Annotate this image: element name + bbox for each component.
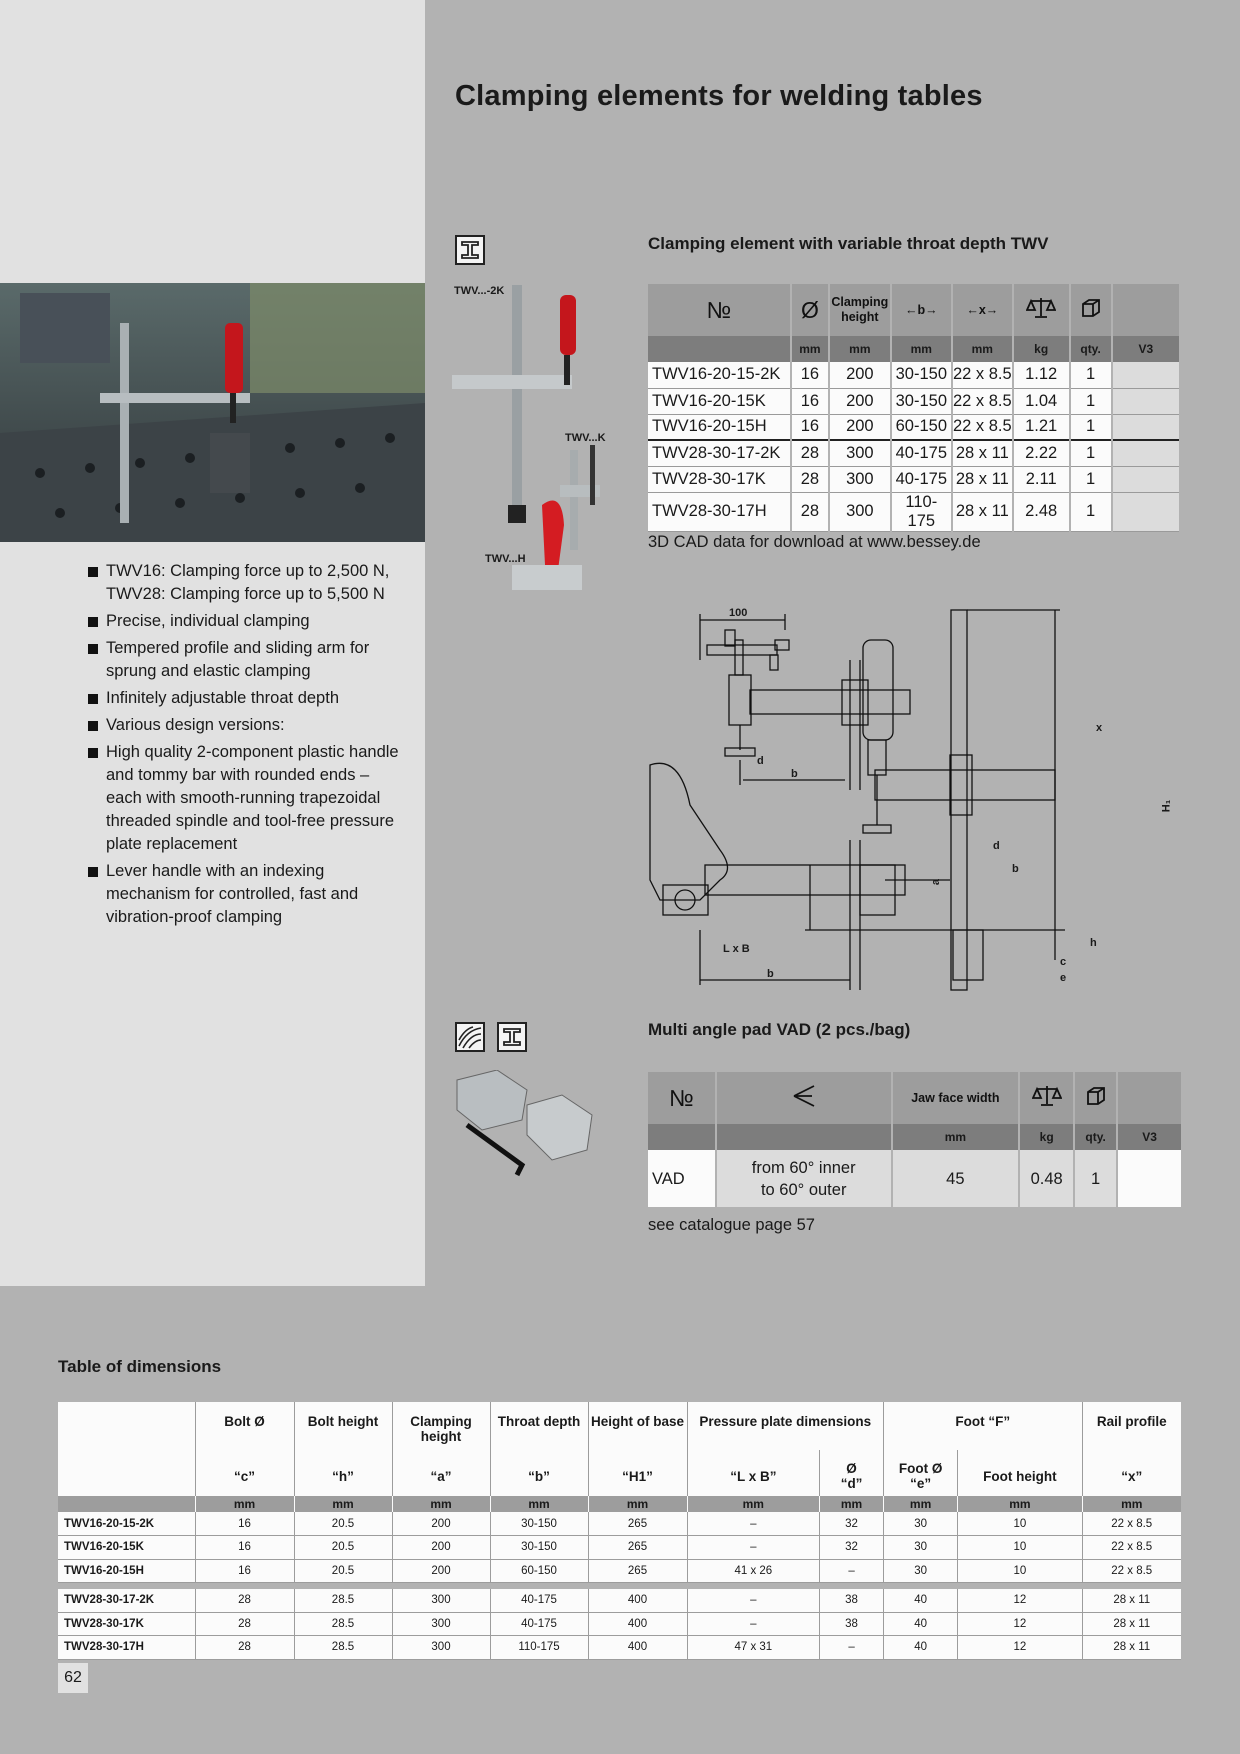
col-x: ←x→ (952, 284, 1013, 336)
dims-cell-h1: 400 (588, 1589, 687, 1613)
label-twv-k: TWV...K (565, 432, 606, 444)
dims-cell-b: 40-175 (490, 1589, 588, 1613)
technical-drawing (645, 600, 1185, 995)
dims-cell-d: – (820, 1559, 884, 1583)
twv-cell-kg: 2.11 (1013, 466, 1070, 492)
scale-icon (1032, 1084, 1062, 1108)
dims-cell-h: 20.5 (294, 1512, 392, 1536)
vad-qty: 1 (1074, 1150, 1117, 1207)
dims-cell-fh: 12 (958, 1612, 1082, 1636)
dims-cell-c: 16 (195, 1559, 294, 1583)
twv-cell-code: TWV16-20-15K (648, 388, 791, 414)
i-beam-icon (455, 235, 485, 265)
twv-cell-b: 40-175 (891, 440, 952, 466)
dimensions-row (58, 1589, 1181, 1613)
dims-cell-x: 22 x 8.5 (1082, 1536, 1181, 1560)
vad-col-weight (1019, 1072, 1074, 1124)
twv-cell-h: 200 (829, 414, 891, 440)
feature-item: TWV16: Clamping force up to 2,500 N, TWV28: Clamping force up to 5,500 N (88, 560, 408, 606)
dim-label-b: b (791, 768, 798, 780)
twv-cell-v3 (1112, 362, 1180, 388)
vad-product-table: № Jaw face width mm kg qty. V3 VAD from 60° inner to 60° outer 45 0.48 1 (648, 1072, 1183, 1207)
dim-label-h1: H₁ (1160, 799, 1173, 813)
twv-row (648, 414, 1180, 440)
dim-label-d: d (757, 755, 764, 767)
dimensions-row (58, 1559, 1181, 1583)
dims-cell-d: 32 (820, 1512, 884, 1536)
dims-cell-e: 30 (883, 1536, 957, 1560)
dims-cell-code: TWV28-30-17K (58, 1612, 195, 1636)
twv-cell-code: TWV16-20-15H (648, 414, 791, 440)
twv-cell-kg: 1.12 (1013, 362, 1070, 388)
twv-cell-qty: 1 (1070, 414, 1112, 440)
dims-cell-e: 30 (883, 1559, 957, 1583)
dims-cell-a: 200 (392, 1536, 490, 1560)
vad-angle: from 60° inner to 60° outer (716, 1150, 892, 1207)
vad-product-image (452, 1070, 602, 1180)
dims-cell-c: 16 (195, 1512, 294, 1536)
box-icon (1085, 1085, 1107, 1107)
vad-note: see catalogue page 57 (648, 1216, 815, 1234)
twv-cell-d: 28 (791, 466, 829, 492)
feature-item: Precise, individual clamping (88, 610, 408, 633)
dim-label-x: x (1096, 722, 1103, 734)
dims-cell-h: 20.5 (294, 1559, 392, 1583)
dimensions-table: Bolt Ø Bolt height Clamping height Throat depth Height of base Pressure plate dimensions Foot “F” Rail profile “c” “h” “a” “b” “H1” “L x B” Ø “d” Foot Ø “e” Foot height “x” mm mm mm mm mm mm mm mm mm mm TWV16-20-15-2K 16 20.5 200 30-150 265 – 32 30 10 22 x 8.5 TWV16-20-15K 16 20.5 200 30-150 265 – 32 30 10 22 x 8.5 TWV16-20-15H 16 20.5 200 60-150 265 41 x 26 – 30 10 22 x 8.5 TWV28-30-17-2K 28 28.5 300 40-175 400 – 38 40 12 28 x 11 TWV28-30-17K 28 28.5 300 40-175 400 – 38 40 12 28 x 11 TWV28-30-17H 28 28.5 300 110-175 400 47 x 31 – 40 12 28 x 11 (58, 1402, 1181, 1660)
dims-cell-lxb: – (687, 1536, 820, 1560)
twv-cell-code: TWV28-30-17K (648, 466, 791, 492)
label-twv-2k: TWV...-2K (454, 285, 505, 297)
feature-list (88, 560, 408, 933)
feature-item: Tempered profile and sliding arm for sprung and elastic clamping (88, 637, 408, 683)
scale-icon (1026, 296, 1056, 320)
twv-cell-code: TWV28-30-17-2K (648, 440, 791, 466)
twv-cell-qty: 1 (1070, 440, 1112, 466)
dims-cell-c: 28 (195, 1612, 294, 1636)
dims-cell-lxb: – (687, 1612, 820, 1636)
angle-icon (790, 1084, 818, 1108)
twv-product-image (452, 285, 622, 615)
dims-cell-lxb: 47 x 31 (687, 1636, 820, 1660)
wood-grain-icon (455, 1022, 485, 1052)
dimensions-row (58, 1512, 1181, 1536)
dims-cell-lxb: 41 x 26 (687, 1559, 820, 1583)
twv-cell-kg: 2.22 (1013, 440, 1070, 466)
dims-cell-e: 40 (883, 1589, 957, 1613)
dims-cell-fh: 10 (958, 1559, 1082, 1583)
feature-item: Infinitely adjustable throat depth (88, 687, 408, 710)
vad-kg: 0.48 (1019, 1150, 1074, 1207)
twv-cell-qty: 1 (1070, 388, 1112, 414)
dims-cell-lxb: – (687, 1589, 820, 1613)
dims-cell-code: TWV28-30-17H (58, 1636, 195, 1660)
dims-cell-fh: 10 (958, 1536, 1082, 1560)
twv-cell-x: 22 x 8.5 (952, 362, 1013, 388)
dims-cell-d: 32 (820, 1536, 884, 1560)
dim-label-c: c (1060, 956, 1067, 968)
vad-code: VAD (648, 1150, 716, 1207)
dims-cell-fh: 12 (958, 1589, 1082, 1613)
feature-item: Various design versions: (88, 714, 408, 737)
vad-col-jaw-width: Jaw face width (892, 1072, 1020, 1124)
twv-cell-x: 28 x 11 (952, 440, 1013, 466)
col-number: № (648, 284, 791, 336)
twv-cell-code: TWV28-30-17H (648, 492, 791, 531)
dim-label-b3: b (1012, 863, 1019, 875)
twv-cell-b: 30-150 (891, 388, 952, 414)
dims-cell-d: – (820, 1636, 884, 1660)
twv-cell-v3 (1112, 492, 1180, 531)
twv-cell-x: 28 x 11 (952, 466, 1013, 492)
twv-heading: Clamping element with variable throat depth TWV (648, 234, 1049, 253)
dim-label-d2: d (993, 840, 1000, 852)
feature-item: High quality 2-component plastic handle and tommy bar with rounded ends – each with smooth-running trapezoidal threaded spindle and tool-free pressure plate replacement (88, 741, 408, 856)
dimensions-row (58, 1612, 1181, 1636)
twv-cell-qty: 1 (1070, 466, 1112, 492)
col-weight (1013, 284, 1070, 336)
dims-cell-h: 20.5 (294, 1536, 392, 1560)
dims-cell-a: 300 (392, 1612, 490, 1636)
page-title: Clamping elements for welding tables (455, 80, 983, 112)
twv-cell-b: 110-175 (891, 492, 952, 531)
vad-col-v3 (1117, 1072, 1182, 1124)
dims-cell-code: TWV28-30-17-2K (58, 1589, 195, 1613)
twv-row (648, 492, 1180, 531)
col-b: ←b→ (891, 284, 952, 336)
twv-cell-qty: 1 (1070, 492, 1112, 531)
dim-label-100: 100 (729, 607, 748, 619)
dims-cell-fh: 10 (958, 1512, 1082, 1536)
dims-cell-h: 28.5 (294, 1612, 392, 1636)
dims-cell-a: 200 (392, 1559, 490, 1583)
dims-cell-h1: 400 (588, 1612, 687, 1636)
page-number: 62 (58, 1663, 88, 1693)
dims-cell-fh: 12 (958, 1636, 1082, 1660)
dim-label-lxb: L x B (723, 943, 750, 955)
vad-col-qty (1074, 1072, 1117, 1124)
twv-cell-b: 60-150 (891, 414, 952, 440)
dimensions-row (58, 1636, 1181, 1660)
twv-row (648, 388, 1180, 414)
vad-row (648, 1150, 1182, 1207)
twv-cell-x: 28 x 11 (952, 492, 1013, 531)
dims-cell-e: 40 (883, 1636, 957, 1660)
dims-cell-x: 28 x 11 (1082, 1636, 1181, 1660)
twv-cell-d: 28 (791, 440, 829, 466)
vad-jaw: 45 (892, 1150, 1020, 1207)
dims-cell-d: 38 (820, 1612, 884, 1636)
twv-cell-kg: 2.48 (1013, 492, 1070, 531)
twv-cell-x: 22 x 8.5 (952, 414, 1013, 440)
dim-label-h: h (1090, 937, 1097, 949)
twv-cell-kg: 1.21 (1013, 414, 1070, 440)
dims-cell-h: 28.5 (294, 1589, 392, 1613)
twv-cell-h: 300 (829, 440, 891, 466)
col-clamping-height: Clamping height (829, 284, 891, 336)
dims-cell-h1: 265 (588, 1559, 687, 1583)
dims-cell-lxb: – (687, 1512, 820, 1536)
dimensions-row (58, 1536, 1181, 1560)
dims-cell-a: 300 (392, 1636, 490, 1660)
twv-cell-v3 (1112, 466, 1180, 492)
dims-cell-c: 28 (195, 1636, 294, 1660)
dims-cell-b: 110-175 (490, 1636, 588, 1660)
vad-col-number: № (648, 1072, 716, 1124)
dims-cell-a: 300 (392, 1589, 490, 1613)
dims-cell-code: TWV16-20-15K (58, 1536, 195, 1560)
dims-cell-x: 22 x 8.5 (1082, 1559, 1181, 1583)
twv-row (648, 362, 1180, 388)
vad-heading: Multi angle pad VAD (2 pcs./bag) (648, 1020, 911, 1039)
dims-cell-code: TWV16-20-15-2K (58, 1512, 195, 1536)
twv-cell-h: 300 (829, 492, 891, 531)
dims-cell-e: 30 (883, 1512, 957, 1536)
dims-cell-c: 16 (195, 1536, 294, 1560)
twv-row (648, 466, 1180, 492)
twv-cell-b: 30-150 (891, 362, 952, 388)
dimensions-heading: Table of dimensions (58, 1357, 222, 1376)
dims-cell-a: 200 (392, 1512, 490, 1536)
twv-cell-d: 16 (791, 388, 829, 414)
workshop-photo (0, 283, 425, 542)
twv-cell-d: 28 (791, 492, 829, 531)
dims-cell-h1: 265 (588, 1512, 687, 1536)
dims-cell-x: 22 x 8.5 (1082, 1512, 1181, 1536)
twv-cell-h: 200 (829, 362, 891, 388)
twv-cell-h: 200 (829, 388, 891, 414)
dims-cell-b: 60-150 (490, 1559, 588, 1583)
dims-cell-d: 38 (820, 1589, 884, 1613)
feature-item: Lever handle with an indexing mechanism for controlled, fast and vibration-proof clamping (88, 860, 408, 929)
twv-cell-d: 16 (791, 362, 829, 388)
dim-label-b2: b (767, 968, 774, 980)
dims-cell-h1: 265 (588, 1536, 687, 1560)
dims-cell-h1: 400 (588, 1636, 687, 1660)
i-beam-icon-vad (497, 1022, 527, 1052)
twv-cell-v3 (1112, 414, 1180, 440)
dims-cell-h: 28.5 (294, 1636, 392, 1660)
label-twv-h: TWV...H (485, 553, 526, 565)
twv-cell-v3 (1112, 440, 1180, 466)
twv-cell-x: 22 x 8.5 (952, 388, 1013, 414)
twv-cell-code: TWV16-20-15-2K (648, 362, 791, 388)
twv-cell-qty: 1 (1070, 362, 1112, 388)
dims-cell-b: 30-150 (490, 1512, 588, 1536)
twv-product-table: № Ø Clamping height ←b→ ←x→ mm mm mm mm kg qty. V3 TWV16-20-15-2K 16 200 30-150 22 x 8.5 1.12 1 TWV16-20-15K 16 200 30-150 22 x 8.5 1.04 1 TWV16-20-15H 16 200 60-150 22 x 8.5 1.21 1 TWV28-30-17-2K 28 300 40-175 28 x 11 2.22 1 TWV28-30-17K 28 300 40-175 28 x 11 2.11 1 TWV28-30-17H 28 300 110-175 28 x 11 2.48 1 (648, 284, 1181, 532)
col-v3 (1112, 284, 1180, 336)
dims-cell-b: 40-175 (490, 1612, 588, 1636)
dims-cell-b: 30-150 (490, 1536, 588, 1560)
twv-cell-h: 300 (829, 466, 891, 492)
dims-cell-x: 28 x 11 (1082, 1589, 1181, 1613)
twv-cell-d: 16 (791, 414, 829, 440)
col-qty (1070, 284, 1112, 336)
dims-cell-x: 28 x 11 (1082, 1612, 1181, 1636)
dims-cell-e: 40 (883, 1612, 957, 1636)
dims-cell-c: 28 (195, 1589, 294, 1613)
twv-cell-kg: 1.04 (1013, 388, 1070, 414)
dim-label-e: e (1060, 972, 1067, 984)
twv-cell-v3 (1112, 388, 1180, 414)
col-diameter: Ø (791, 284, 829, 336)
dims-cell-code: TWV16-20-15H (58, 1559, 195, 1583)
cad-note: 3D CAD data for download at www.bessey.de (648, 533, 981, 551)
dim-label-a: a (930, 878, 943, 886)
vad-col-angle (716, 1072, 892, 1124)
box-icon (1080, 297, 1102, 319)
twv-cell-b: 40-175 (891, 466, 952, 492)
twv-row (648, 440, 1180, 466)
